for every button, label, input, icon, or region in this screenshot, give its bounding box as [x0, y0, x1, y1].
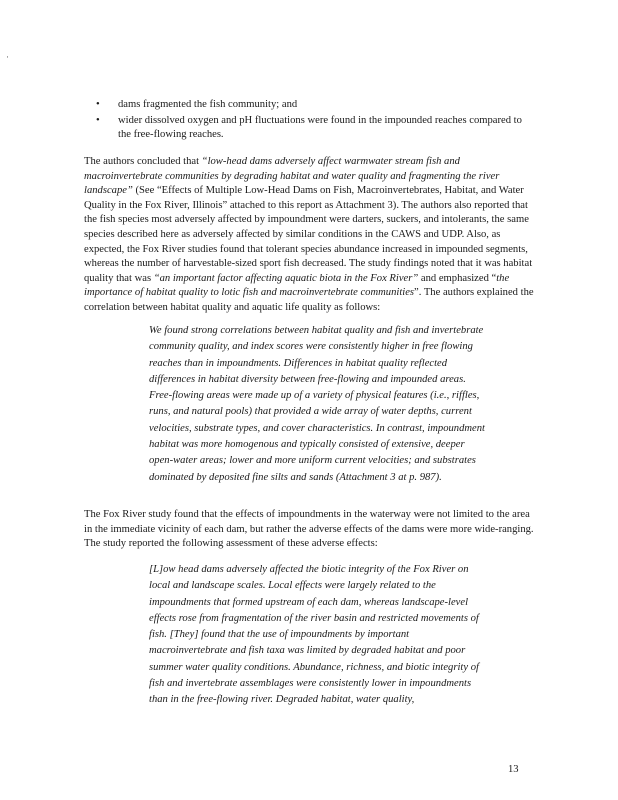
text-run: and emphasized “ — [418, 272, 497, 284]
block-quote-effects: [L]ow head dams adversely affected the biotic integrity of the Fox River on local and landscape scales. Local effects were largely related to the impoundments that formed upstream of each dam, whereas landscape-level effects rose from fragmentation of the river basin and restricted movements of fish. [They] found that the use of impoundments by important macroinvertebrate and fish taxa was limited by degraded habitat and poor summer water quality conditions. Abundance, richness, and biotic integrity of fish and invertebrate assemblages were consistently lower in impoundments than in the free-flowing river. Degraded habitat, water quality, — [149, 564, 479, 706]
text-run: ”. The authors explained the correlation between habitat quality and aquatic life quality as follows: — [84, 287, 534, 313]
bullet-list — [96, 98, 536, 144]
quote-inline: “an important factor affecting aquatic biota in the Fox River” — [153, 272, 419, 284]
bullet-item: • dams fragmented the fish community; and — [96, 98, 536, 113]
page-number: 13 — [508, 764, 519, 775]
quote-inline: “low-head dams adversely affect warmwater stream fish and macroinvertebrate communities by degrading habitat and water quality and fragmenting the river landscape” — [84, 156, 500, 197]
text-run: The authors concluded that — [84, 156, 202, 167]
body-paragraph-fox-river: The Fox River study found that the effects of impoundments in the waterway were not limited to the area in the immediate vicinity of each dam, but rather the adverse effects of the dams were more wide-ranging. The study reported the following assessment of these adverse effects: — [84, 509, 534, 550]
stray-mark: · — [6, 52, 9, 62]
body-paragraph-conclusions — [84, 155, 534, 316]
text-run: (See “Effects of Multiple Low-Head Dams on Fish, Macroinvertebrates, Habitat, and Water Quality in the Fox River, Illinois” attached to this report as Attachment 3). The authors also reported that the fish species most adversely affected by impoundment were darters, suckers, and intolerants, the same species described here as adversely affected by similar conditions in the CAWS and UDP. Also, as expected, the Fox River studies found that tolerant species abundance increased in impounded segments, whereas the number of harvestable-sized sport fish decreased. The study findings noted that it was habitat quality that was — [84, 185, 533, 284]
block-quote-habitat: We found strong correlations between habitat quality and fish and invertebrate community quality, and index scores were consistently higher in free flowing reaches than in impoundments. Differences in habitat quality reflected differences in habitat diversity between free-flowing and impounded areas. Free-flowing areas were made up of a variety of physical features (i.e., riffles, runs, and natural pools) that provided a wide array of water depths, current velocities, substrate types, and cover characteristics. In contrast, impoundment habitat was more homogenous and typically consisted of extensive, deeper open-water areas; lower and more uniform current velocities; and substrates dominated by deposited fine silts and sands (Attachment 3 at p. 987). — [149, 325, 485, 483]
quote-inline: the importance of habitat quality to lotic fish and macroinvertebrate communities — [84, 272, 510, 299]
bullet-item: • wider dissolved oxygen and pH fluctuations were found in the impounded reaches compared to the free-flowing reaches. — [96, 114, 536, 143]
